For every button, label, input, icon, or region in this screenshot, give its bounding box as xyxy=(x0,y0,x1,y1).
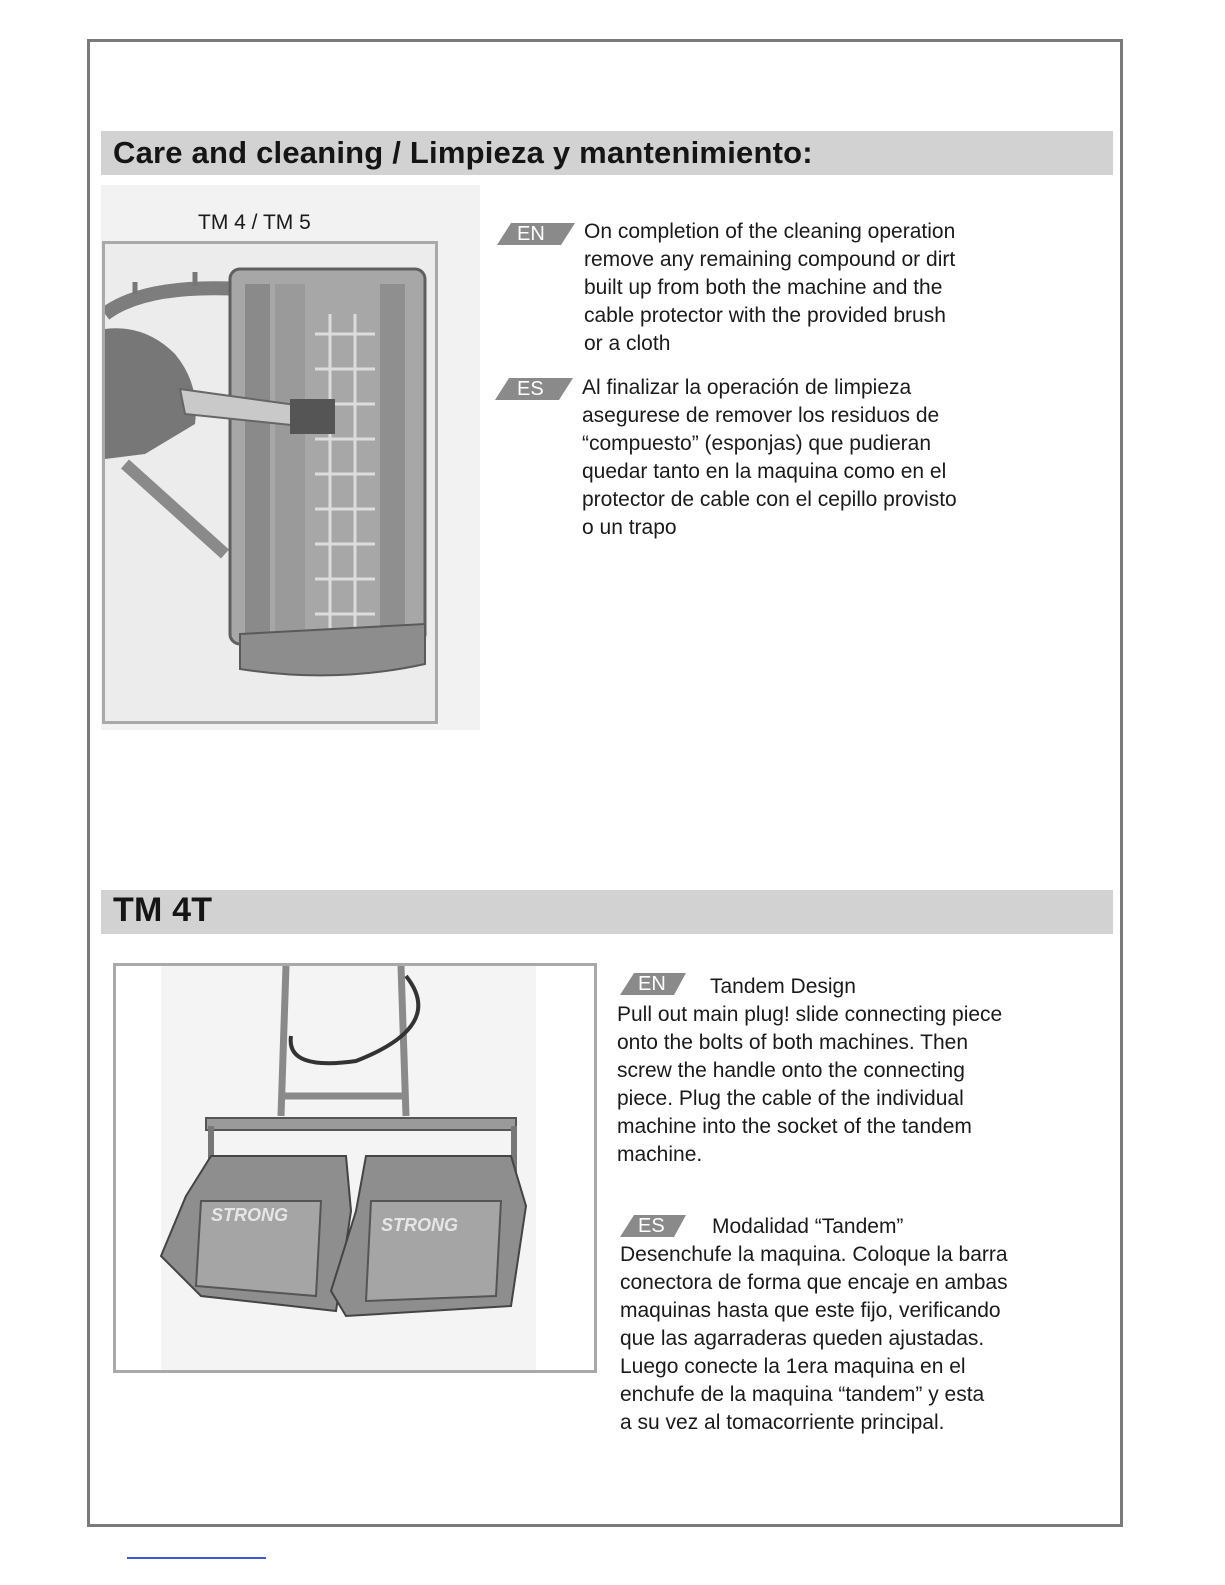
text-line: o un trapo xyxy=(582,516,677,539)
lang-tag-label: EN xyxy=(638,973,666,995)
cleaning-photo xyxy=(102,241,438,724)
text-line: enchufe de la maquina “tandem” y esta xyxy=(620,1383,985,1406)
text-line: a su vez al tomacorriente principal. xyxy=(620,1411,945,1434)
tandem-machine-illustration xyxy=(116,966,594,1370)
lang-tag-es-tandem xyxy=(620,1215,698,1237)
lang-tag-en xyxy=(497,223,575,245)
text-line: screw the handle onto the connecting xyxy=(617,1059,965,1082)
text-line: cable protector with the provided brush xyxy=(584,304,946,327)
section-header-tm4t xyxy=(101,890,1113,934)
text-line: Luego conecte la 1era maquina en el xyxy=(620,1355,966,1378)
strong-logo-left: STRONG xyxy=(211,1205,289,1225)
text-line: Pull out main plug! slide connecting piece xyxy=(617,1003,1003,1026)
text-line: que las agarraderas queden ajustadas. xyxy=(620,1327,985,1350)
text-line: quedar tanto en la maquina como en el xyxy=(582,460,947,483)
image-caption-tm45: TM 4 / TM 5 xyxy=(198,211,311,234)
section-header-care xyxy=(101,131,1113,175)
tandem-photo xyxy=(113,963,597,1373)
cleaning-machine-illustration xyxy=(105,244,435,721)
text-line: Desenchufe la maquina. Coloque la barra xyxy=(620,1243,1008,1266)
text-line: built up from both the machine and the xyxy=(584,276,943,299)
tandem-heading-en: Tandem Design xyxy=(710,975,856,998)
text-line: remove any remaining compound or dirt xyxy=(584,248,956,271)
text-line: maquinas hasta que este fijo, verificando xyxy=(620,1299,1001,1322)
text-line: On completion of the cleaning operation xyxy=(584,220,956,243)
section-title-tm4t: TM 4T xyxy=(113,891,213,929)
lang-tag-label: ES xyxy=(517,378,544,400)
lang-tag-en-tandem xyxy=(620,973,698,995)
text-line: “compuesto” (esponjas) que pudieran xyxy=(582,432,932,455)
lang-tag-es xyxy=(495,378,573,400)
text-line: machine into the socket of the tandem xyxy=(617,1115,972,1138)
text-line: piece. Plug the cable of the individual xyxy=(617,1087,964,1110)
text-line: machine. xyxy=(617,1143,703,1166)
text-line: Al finalizar la operación de limpieza xyxy=(582,376,912,399)
lang-tag-label: EN xyxy=(517,223,545,245)
text-line: protector de cable con el cepillo provisto xyxy=(582,488,957,511)
footer-link-underline[interactable] xyxy=(127,1557,266,1559)
text-line: asegurese de remover los residuos de xyxy=(582,404,940,427)
text-line: conectora de forma que encaje en ambas xyxy=(620,1271,1008,1294)
section-title-care: Care and cleaning / Limpieza y mantenimiento: xyxy=(113,135,813,170)
strong-logo-right: STRONG xyxy=(381,1215,459,1235)
tandem-heading-es: Modalidad “Tandem” xyxy=(712,1215,904,1238)
lang-tag-label: ES xyxy=(638,1215,665,1237)
text-line: or a cloth xyxy=(584,332,671,355)
text-line: onto the bolts of both machines. Then xyxy=(617,1031,969,1054)
